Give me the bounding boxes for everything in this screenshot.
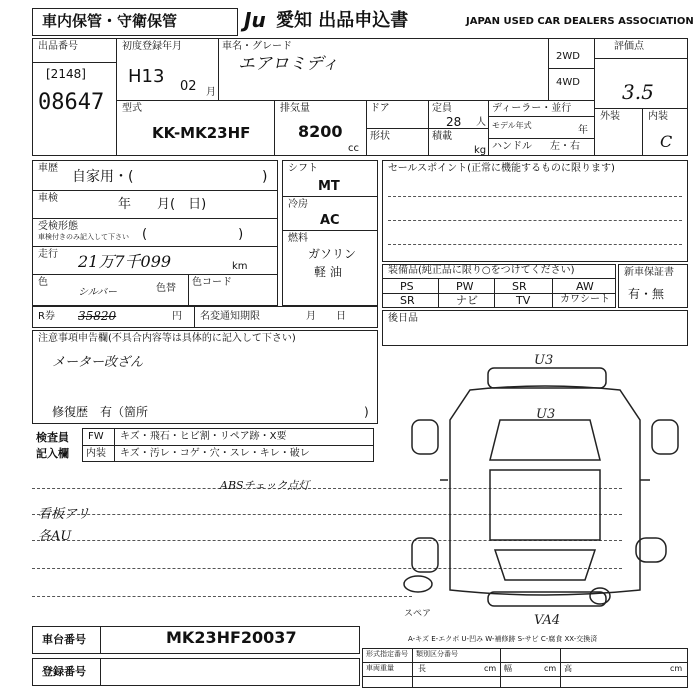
- model-value: KK-MK23HF: [152, 124, 251, 142]
- int-value: C: [660, 132, 673, 151]
- inspector-fw-items: キズ・飛石・ヒビ割・リペア跡・X要: [120, 431, 287, 442]
- form-title: 愛知 出品申込書: [276, 10, 409, 31]
- shape-label: 形状: [370, 131, 390, 142]
- spec-c2: 類別区分番号: [416, 650, 458, 658]
- association-name: JAPAN USED CAR DEALERS ASSOCIATION: [466, 16, 694, 27]
- equip-navi: ナビ: [456, 294, 478, 307]
- receipt-note: 車検付きのみ記入して下さい: [38, 233, 129, 241]
- mark-bottom: VA4: [534, 613, 561, 628]
- storage-label: 車内保管・守衛保管: [42, 12, 178, 30]
- reg-month-unit: 月: [206, 87, 216, 98]
- warranty-label: 新車保証書: [624, 267, 674, 278]
- color-code-label: 色コード: [192, 277, 232, 288]
- grade-score: 3.5: [622, 80, 654, 104]
- reg-era: H13: [128, 66, 165, 87]
- registration-label: 登録番号: [42, 665, 86, 678]
- repair-history: 修復歴 有（箇所: [52, 405, 149, 419]
- chassis-label: 車台番号: [42, 633, 86, 646]
- equip-ps: PS: [400, 280, 414, 293]
- model-label: 型式: [122, 103, 142, 114]
- mileage-value: 21万7千099: [78, 252, 172, 271]
- ac-value: AC: [320, 213, 340, 228]
- receipt-label: 受検形態: [38, 221, 78, 232]
- spare-label: スペア: [404, 609, 432, 619]
- chassis-value: MK23HF20037: [166, 628, 297, 647]
- remark-abs: ABSチェック点灯: [220, 479, 310, 492]
- disp-unit: cc: [348, 143, 359, 154]
- recycle-value: 35820: [78, 309, 117, 323]
- fuel-sub: 軽 油: [314, 265, 342, 279]
- inspection-value: 年 月( 日): [118, 197, 207, 212]
- mark-top: U3: [534, 353, 554, 368]
- fuel-label: 燃料: [288, 233, 308, 244]
- ac-label: 冷房: [288, 199, 308, 210]
- late-date-label: 後日品: [388, 313, 418, 324]
- capacity-unit: 人: [476, 117, 486, 128]
- year-unit: 年: [578, 125, 588, 136]
- inspector-label-2: 記入欄: [36, 447, 69, 460]
- remark-sign: 看板アリ: [38, 507, 90, 522]
- drive-4wd: 4WD: [556, 77, 580, 88]
- reg-label: 初度登録年月: [122, 41, 182, 52]
- reg-month: 02: [180, 79, 197, 94]
- equip-tv: TV: [516, 294, 531, 307]
- damage-legend: A-キズ E-エクボ U-凹み W-補修跡 S-サビ C-腐食 XX-交換済: [408, 635, 598, 643]
- mark-roof: U3: [536, 407, 556, 422]
- remark-au: 各AU: [38, 529, 72, 544]
- spec-len: 長: [418, 664, 426, 673]
- history-label: 車歴: [38, 163, 58, 174]
- notes-content: メーター改ざん: [52, 355, 144, 370]
- history-close: ): [262, 169, 268, 185]
- inspector-interior: 内装: [86, 448, 106, 459]
- warranty-value: 有・無: [628, 287, 665, 301]
- association-logo: Ju: [244, 8, 266, 32]
- equip-sr-top: SR: [512, 280, 527, 293]
- car-name: エアロミディ: [238, 54, 339, 74]
- spec-c3: 車両重量: [366, 664, 394, 672]
- equip-aw: AW: [576, 280, 594, 293]
- inspector-int-items: キズ・汚レ・コゲ・穴・スレ・キレ・破レ: [120, 448, 310, 459]
- lot-label: 出品番号: [38, 41, 78, 52]
- grade-label: 評価点: [614, 41, 644, 52]
- capacity-label: 定員: [432, 103, 452, 114]
- equipment-label: 装備品(純正品に限り○をつけてください): [388, 265, 575, 276]
- car-label: 車名・グレード: [222, 41, 292, 52]
- equip-pw: PW: [456, 280, 474, 293]
- spec-width-cm: cm: [544, 664, 557, 673]
- receipt-paren: ( ): [142, 227, 244, 242]
- equip-sr: SR: [400, 294, 415, 307]
- spec-len-cm: cm: [484, 664, 497, 673]
- model-year-label: モデル年式: [492, 121, 532, 130]
- spec-width: 幅: [504, 664, 512, 673]
- drive-2wd: 2WD: [556, 51, 580, 62]
- door-label: ドア: [370, 103, 390, 114]
- inspection-label: 車検: [38, 193, 58, 204]
- shift-label: シフト: [288, 163, 318, 174]
- handle-label: ハンドル: [492, 141, 532, 152]
- ext-label: 外装: [600, 111, 620, 122]
- color-swap: 色替: [156, 283, 176, 294]
- disp-label: 排気量: [280, 103, 310, 114]
- load-unit: kg: [474, 145, 487, 156]
- recycle-unit: 円: [172, 311, 182, 322]
- equip-seat: カワシート: [560, 294, 610, 305]
- mileage-unit: km: [232, 261, 248, 272]
- handle-lr: 左・右: [550, 141, 580, 152]
- spec-c1: 形式指定番号: [366, 650, 408, 658]
- inspector-label-1: 検査員: [36, 431, 69, 444]
- notes-label: 注意事項申告欄(不具合内容等は具体的に記入して下さい): [38, 333, 296, 344]
- dealer-label: ディーラー・並行: [492, 103, 572, 114]
- capacity-value: 28: [446, 115, 462, 129]
- spec-table: [362, 648, 688, 688]
- disp-value: 8200: [298, 122, 343, 141]
- spec-height: 高: [564, 664, 572, 673]
- title-change-value: 月 日: [306, 311, 346, 322]
- mileage-label: 走行: [38, 249, 58, 260]
- inspector-fw: FW: [88, 431, 104, 442]
- recycle-label: R券: [38, 311, 55, 322]
- spec-height-cm: cm: [670, 664, 683, 673]
- sales-point-label: セールスポイント(正常に機能するものに限ります): [388, 163, 615, 174]
- shift-value: MT: [318, 179, 340, 194]
- color-value: シルバー: [78, 287, 118, 298]
- int-label: 内装: [648, 111, 668, 122]
- lot-sub: [2148]: [46, 67, 86, 81]
- color-label: 色: [38, 277, 48, 288]
- fuel-value: ガソリン: [308, 247, 357, 261]
- title-change-label: 名変通知期限: [200, 311, 260, 322]
- load-label: 積載: [432, 131, 452, 142]
- lot-number: 08647: [38, 90, 105, 115]
- history-value: 自家用・(: [72, 169, 134, 185]
